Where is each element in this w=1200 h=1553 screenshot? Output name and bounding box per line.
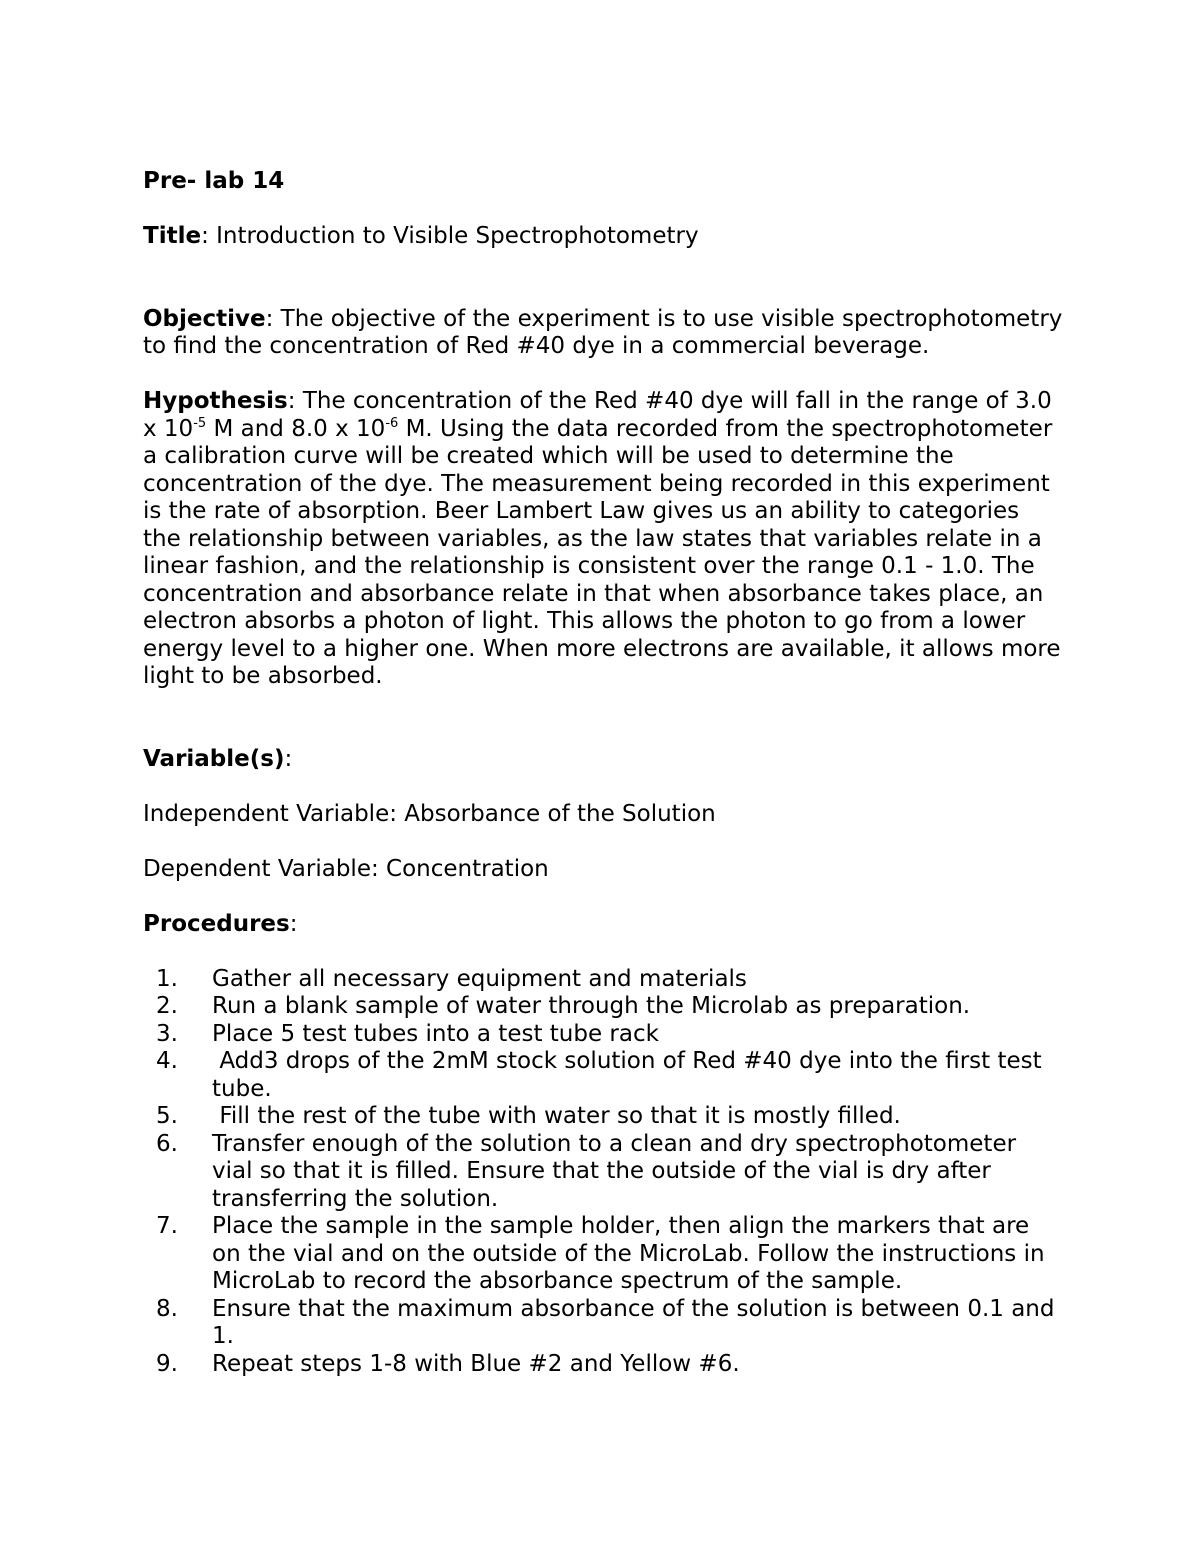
title-text: Introduction to Visible Spectrophotometry (216, 223, 699, 249)
list-item-number: 5. (156, 1103, 178, 1129)
hypothesis-exponent-2: -6 (385, 415, 399, 431)
list-item-number: 6. (156, 1130, 178, 1157)
list-item (142, 1048, 1063, 1103)
variables-heading (143, 746, 1063, 774)
list-item-number: 9. (156, 1350, 178, 1377)
title-sep: : (201, 223, 217, 249)
list-item (142, 1103, 1063, 1131)
list-item-number: 4. (156, 1048, 178, 1074)
procedures-sep: : (289, 910, 298, 937)
list-item (142, 1131, 1063, 1214)
document-page (143, 168, 1063, 1378)
prelab-heading: Pre- lab 14 (143, 168, 285, 194)
list-item-number: 2. (156, 993, 178, 1019)
list-item-number: 1. (156, 965, 178, 992)
hypothesis-text-1: The concentration of the Red #40 dye will fall in the range of 3.0 x 10 (143, 388, 1052, 442)
list-item (142, 1351, 1063, 1379)
list-item-text: Run a blank sample of water through the Microlab as preparation. (212, 993, 971, 1019)
objective-text: The objective of the experiment is to use visible spectrophotometry to find the concentration of Red #40 dye in a commercial beverage. (143, 305, 1063, 359)
list-item (142, 966, 1063, 994)
variables-label: Variable(s) (143, 745, 285, 772)
title-label: Title (143, 223, 202, 249)
list-item-text: Place 5 test tubes into a test tube rack (212, 1020, 659, 1047)
list-item-number: 8. (156, 1295, 178, 1322)
hypothesis-exponent-1: -5 (193, 415, 207, 431)
title-line (143, 223, 1063, 251)
objective-sep: : (265, 305, 281, 332)
list-item-text: Add3 drops of the 2mM stock solution of Red #40 dye into the first test tube. (212, 1048, 1049, 1102)
list-item-text: Place the sample in the sample holder, then align the markers that are on the vial and on the outside of the MicroLab. Follow the instructions in MicroLab to record the absorbance spectrum of the sample. (212, 1213, 1045, 1294)
procedures-label: Procedures (143, 910, 290, 937)
list-item-text: Ensure that the maximum absorbance of the solution is between 0.1 and 1. (212, 1295, 1055, 1349)
objective-label: Objective (143, 305, 266, 332)
hypothesis-label: Hypothesis (143, 388, 288, 414)
list-item-number: 7. (156, 1213, 178, 1239)
dependent-variable: Dependent Variable: Concentration (143, 855, 549, 882)
independent-variable: Independent Variable: Absorbance of the Solution (143, 800, 716, 827)
list-item-text: Transfer enough of the solution to a clean and dry spectrophotometer vial so that it is filled. Ensure that the outside of the vial is dry after transferring the solution. (212, 1130, 1017, 1212)
list-item-number: 3. (156, 1020, 178, 1047)
list-item (142, 993, 1063, 1021)
hypothesis-paragraph (143, 388, 1063, 691)
list-item (142, 1021, 1063, 1049)
list-item (142, 1213, 1063, 1296)
procedures-list (143, 966, 1063, 1379)
hypothesis-sep: : (287, 388, 303, 414)
hypothesis-text-2: M and 8.0 x 10 (206, 415, 386, 442)
list-item-text: Fill the rest of the tube with water so that it is mostly filled. (212, 1103, 901, 1129)
hypothesis-text-3: M. Using the data recorded from the spectrophotometer a calibration curve will be created which will be used to determine the concentration of the dye. The measurement being recorded in this experiment is the rate of absorption. Beer Lambert Law gives us an ability to categories the relationship between variables, as the law states that variables relate in a linear fashion, and the relationship is consistent over the range 0.1 - 1.0. The concentration and absorbance relate in that when absorbance takes place, an electron absorbs a photon of light. This allows the photon to go from a lower energy level to a higher one. When more electrons are available, it allows more light to be absorbed. (143, 415, 1061, 689)
list-item-text: Gather all necessary equipment and materials (212, 965, 747, 992)
variables-sep: : (284, 745, 293, 772)
list-item-text: Repeat steps 1-8 with Blue #2 and Yellow #6. (212, 1350, 740, 1377)
objective-paragraph (143, 306, 1063, 361)
procedures-heading (143, 911, 1063, 939)
list-item (142, 1296, 1063, 1351)
